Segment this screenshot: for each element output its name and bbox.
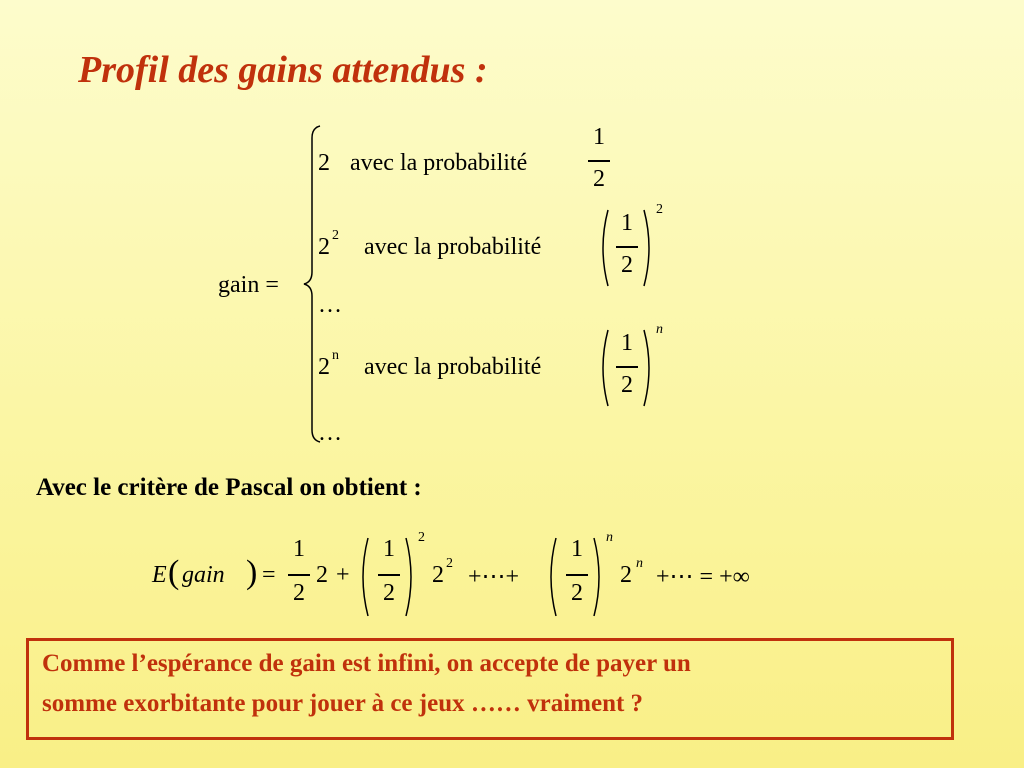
- case2-power: 2: [656, 202, 663, 217]
- term2-right-paren-icon: [404, 536, 418, 618]
- case2-denominator: 2: [621, 252, 633, 278]
- case1-text: avec la probabilité: [350, 150, 528, 176]
- case3-ellipsis: …: [318, 292, 342, 318]
- term3-exponent: n: [636, 556, 643, 571]
- case4-left-paren-icon: [596, 328, 610, 408]
- gain-lhs: gain =: [218, 272, 279, 298]
- case1-base: 2: [318, 150, 330, 176]
- case5-ellipsis: …: [318, 420, 342, 446]
- case1-numerator: 1: [593, 124, 605, 150]
- term2-fraction-bar: [378, 574, 400, 576]
- term2-exponent: 2: [446, 556, 453, 571]
- case1-fraction-bar: [588, 160, 610, 162]
- case4-base: 2: [318, 354, 330, 380]
- case2-text: avec la probabilité: [364, 234, 542, 260]
- middle-dots: +⋯+: [468, 564, 520, 590]
- case2-numerator: 1: [621, 210, 633, 236]
- case4-exponent: n: [332, 348, 339, 363]
- term2-left-paren-icon: [356, 536, 370, 618]
- term2-base: 2: [432, 562, 444, 588]
- criterion-label: Avec le critère de Pascal on obtient :: [36, 474, 422, 501]
- conclusion-line-2: somme exorbitante pour jouer à ce jeux …… vraiment ?: [42, 690, 644, 717]
- term3-right-paren-icon: [592, 536, 606, 618]
- conclusion-line-1: Comme l’espérance de gain est infini, on accepte de payer un: [42, 650, 691, 677]
- term1-denominator: 2: [293, 580, 305, 606]
- expectation-open-paren: (: [168, 554, 180, 591]
- case2-base: 2: [318, 234, 330, 260]
- case2-exponent: 2: [332, 228, 339, 243]
- expectation-close-paren: ): [246, 554, 258, 591]
- term2-numerator: 1: [383, 536, 395, 562]
- case2-left-paren-icon: [596, 208, 610, 288]
- expectation-tail: +⋯ = +∞: [656, 564, 750, 590]
- term2-power: 2: [418, 530, 425, 545]
- expectation-equals: =: [262, 562, 276, 588]
- slide-title: Profil des gains attendus :: [78, 49, 488, 91]
- case4-denominator: 2: [621, 372, 633, 398]
- case4-power: n: [656, 322, 663, 337]
- case4-fraction-bar: [616, 366, 638, 368]
- term2-denominator: 2: [383, 580, 395, 606]
- term1-numerator: 1: [293, 536, 305, 562]
- case2-fraction-bar: [616, 246, 638, 248]
- term1-plus: +: [336, 562, 350, 588]
- term1-fraction-bar: [288, 574, 310, 576]
- case1-denominator: 2: [593, 166, 605, 192]
- expectation-arg: gain: [182, 562, 225, 588]
- term3-left-paren-icon: [544, 536, 558, 618]
- term3-power: n: [606, 530, 613, 545]
- case2-right-paren-icon: [642, 208, 656, 288]
- term1-coefficient: 2: [316, 562, 328, 588]
- term3-numerator: 1: [571, 536, 583, 562]
- term3-base: 2: [620, 562, 632, 588]
- case4-right-paren-icon: [642, 328, 656, 408]
- case4-text: avec la probabilité: [364, 354, 542, 380]
- term3-denominator: 2: [571, 580, 583, 606]
- expectation-E: E: [152, 562, 167, 588]
- term3-fraction-bar: [566, 574, 588, 576]
- case4-numerator: 1: [621, 330, 633, 356]
